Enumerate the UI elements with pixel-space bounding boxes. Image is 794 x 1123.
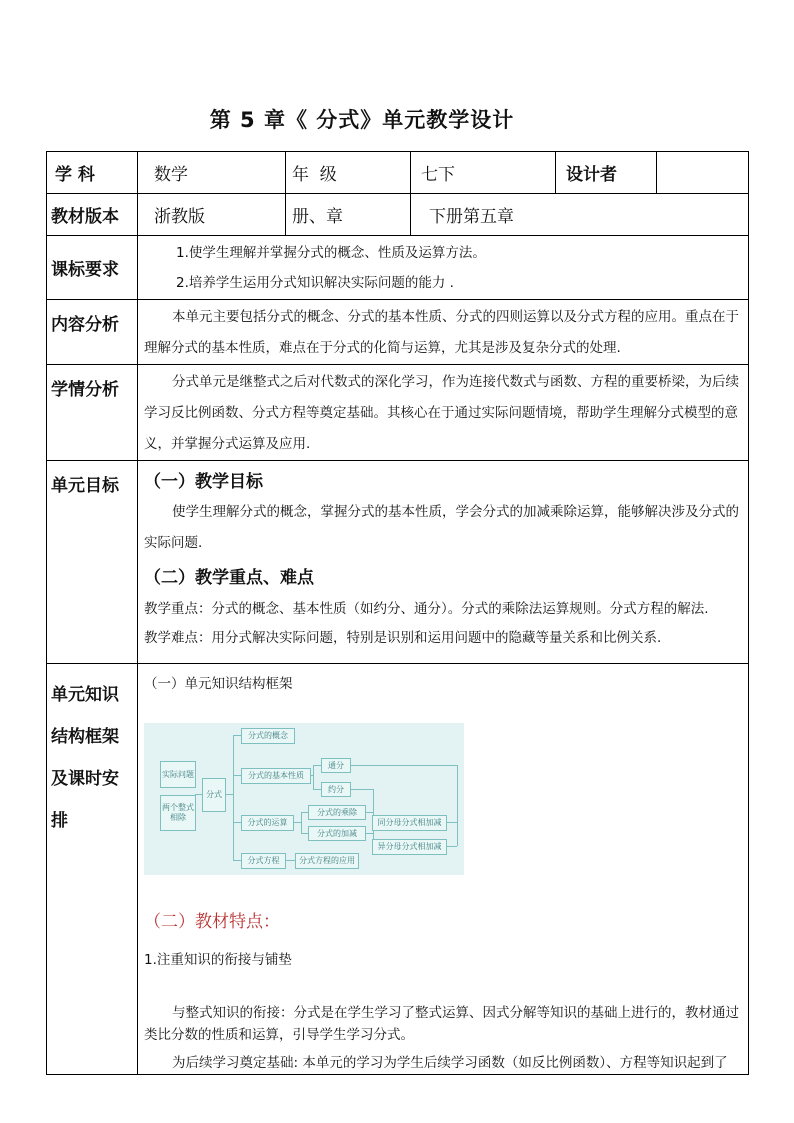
standards-item: 1.使学生理解并掌握分式的概念、性质及运算方法。 <box>176 245 486 261</box>
subject-label: 学 科 <box>47 152 138 194</box>
node-basic-property: 分式的基本性质 <box>241 768 311 784</box>
unit-goals-content <box>138 461 749 664</box>
content-analysis-text: 本单元主要包括分式的概念、分式的基本性质、分式的四则运算以及分式方程的应用。重点在于理解分式的基本性质，难点在于分式的化简与运算，尤其是涉及复杂分式的处理. <box>138 300 749 365</box>
volume-value: 下册第五章 <box>411 194 749 236</box>
standards-label: 课标要求 <box>47 236 138 300</box>
designer-label: 设计者 <box>556 152 657 194</box>
learner-analysis-text: 分式单元是继整式之后对代数式的深化学习，作为连接代数式与函数、方程的重要桥梁，为后续学习反比例函数、分式方程等奠定基础。其核心在于通过实际问题情境，帮助学生理解分式模型的意义，并掌握分式运算及应用. <box>138 365 749 461</box>
structure-label <box>47 664 138 1075</box>
node-equation-application: 分式方程的应用 <box>295 853 359 869</box>
designer-value <box>657 152 749 194</box>
structure-label-line: 结构框架 <box>51 727 119 747</box>
standards-item: 2.培养学生运用分式知识解决实际问题的能力 . <box>176 275 454 291</box>
node-common-denominator: 通分 <box>321 758 351 773</box>
node-mul-div: 分式的乘除 <box>308 805 366 820</box>
node-diff-denominator: 异分母分式相加减 <box>372 839 447 855</box>
node-add-sub: 分式的加减 <box>308 826 366 841</box>
standards-content <box>138 236 749 300</box>
node-real-problem: 实际问题 <box>160 761 196 788</box>
grade-value: 七下 <box>411 152 556 194</box>
node-concept: 分式的概念 <box>241 728 295 744</box>
goals-heading-1: （一）教学目标 <box>144 472 263 492</box>
structure-para-2: 为后续学习奠定基础: 本单元的学习为学生后续学习函数（如反比例函数）、方程等知识起到了 <box>172 1055 728 1071</box>
goals-text: 使学生理解分式的概念，掌握分式的基本性质，学会分式的加减乘除运算，能够解决涉及分式的实际问题. <box>144 504 739 551</box>
structure-para-1: 与整式知识的衔接：分式是在学生学习了整式运算、因式分解等知识的基础上进行的，教材通过类比分数的性质和运算，引导学生学习分式。 <box>144 1005 739 1043</box>
node-equation: 分式方程 <box>241 853 286 869</box>
grade-label: 年 级 <box>286 152 411 194</box>
node-reduction: 约分 <box>321 782 351 797</box>
edition-label: 教材版本 <box>47 194 138 236</box>
structure-label-line: 及课时安 <box>51 769 119 789</box>
key-points: 教学重点：分式的概念、基本性质（如约分、通分）。分式的乘除法运算规则。分式方程的解法. <box>144 601 709 617</box>
knowledge-structure-diagram <box>144 723 464 875</box>
unit-goals-label: 单元目标 <box>47 461 138 664</box>
edition-value: 浙教版 <box>138 194 286 236</box>
node-operations: 分式的运算 <box>241 815 294 831</box>
structure-heading-1: （一）单元知识结构框架 <box>144 676 293 692</box>
goals-heading-2: （二）教学重点、难点 <box>144 568 314 588</box>
node-fraction: 分式 <box>202 778 226 812</box>
node-two-polynomials: 两个整式相除 <box>160 795 196 831</box>
difficulties: 教学难点：用分式解决实际问题，特别是识别和运用问题中的隐藏等量关系和比例关系. <box>144 630 662 646</box>
structure-label-line: 排 <box>51 811 68 831</box>
content-analysis-label: 内容分析 <box>47 300 138 365</box>
volume-label: 册、章 <box>286 194 411 236</box>
node-same-denominator: 同分母分式相加减 <box>372 815 447 831</box>
design-table <box>46 151 749 1075</box>
page-title: 第 5 章《 分式》单元教学设计 <box>209 108 515 132</box>
structure-point-1: 1.注重知识的衔接与铺垫 <box>144 952 292 968</box>
learner-analysis-label: 学情分析 <box>47 365 138 461</box>
subject-value: 数学 <box>138 152 286 194</box>
structure-heading-2: （二）教材特点： <box>144 912 280 932</box>
structure-label-line: 单元知识 <box>51 685 119 705</box>
